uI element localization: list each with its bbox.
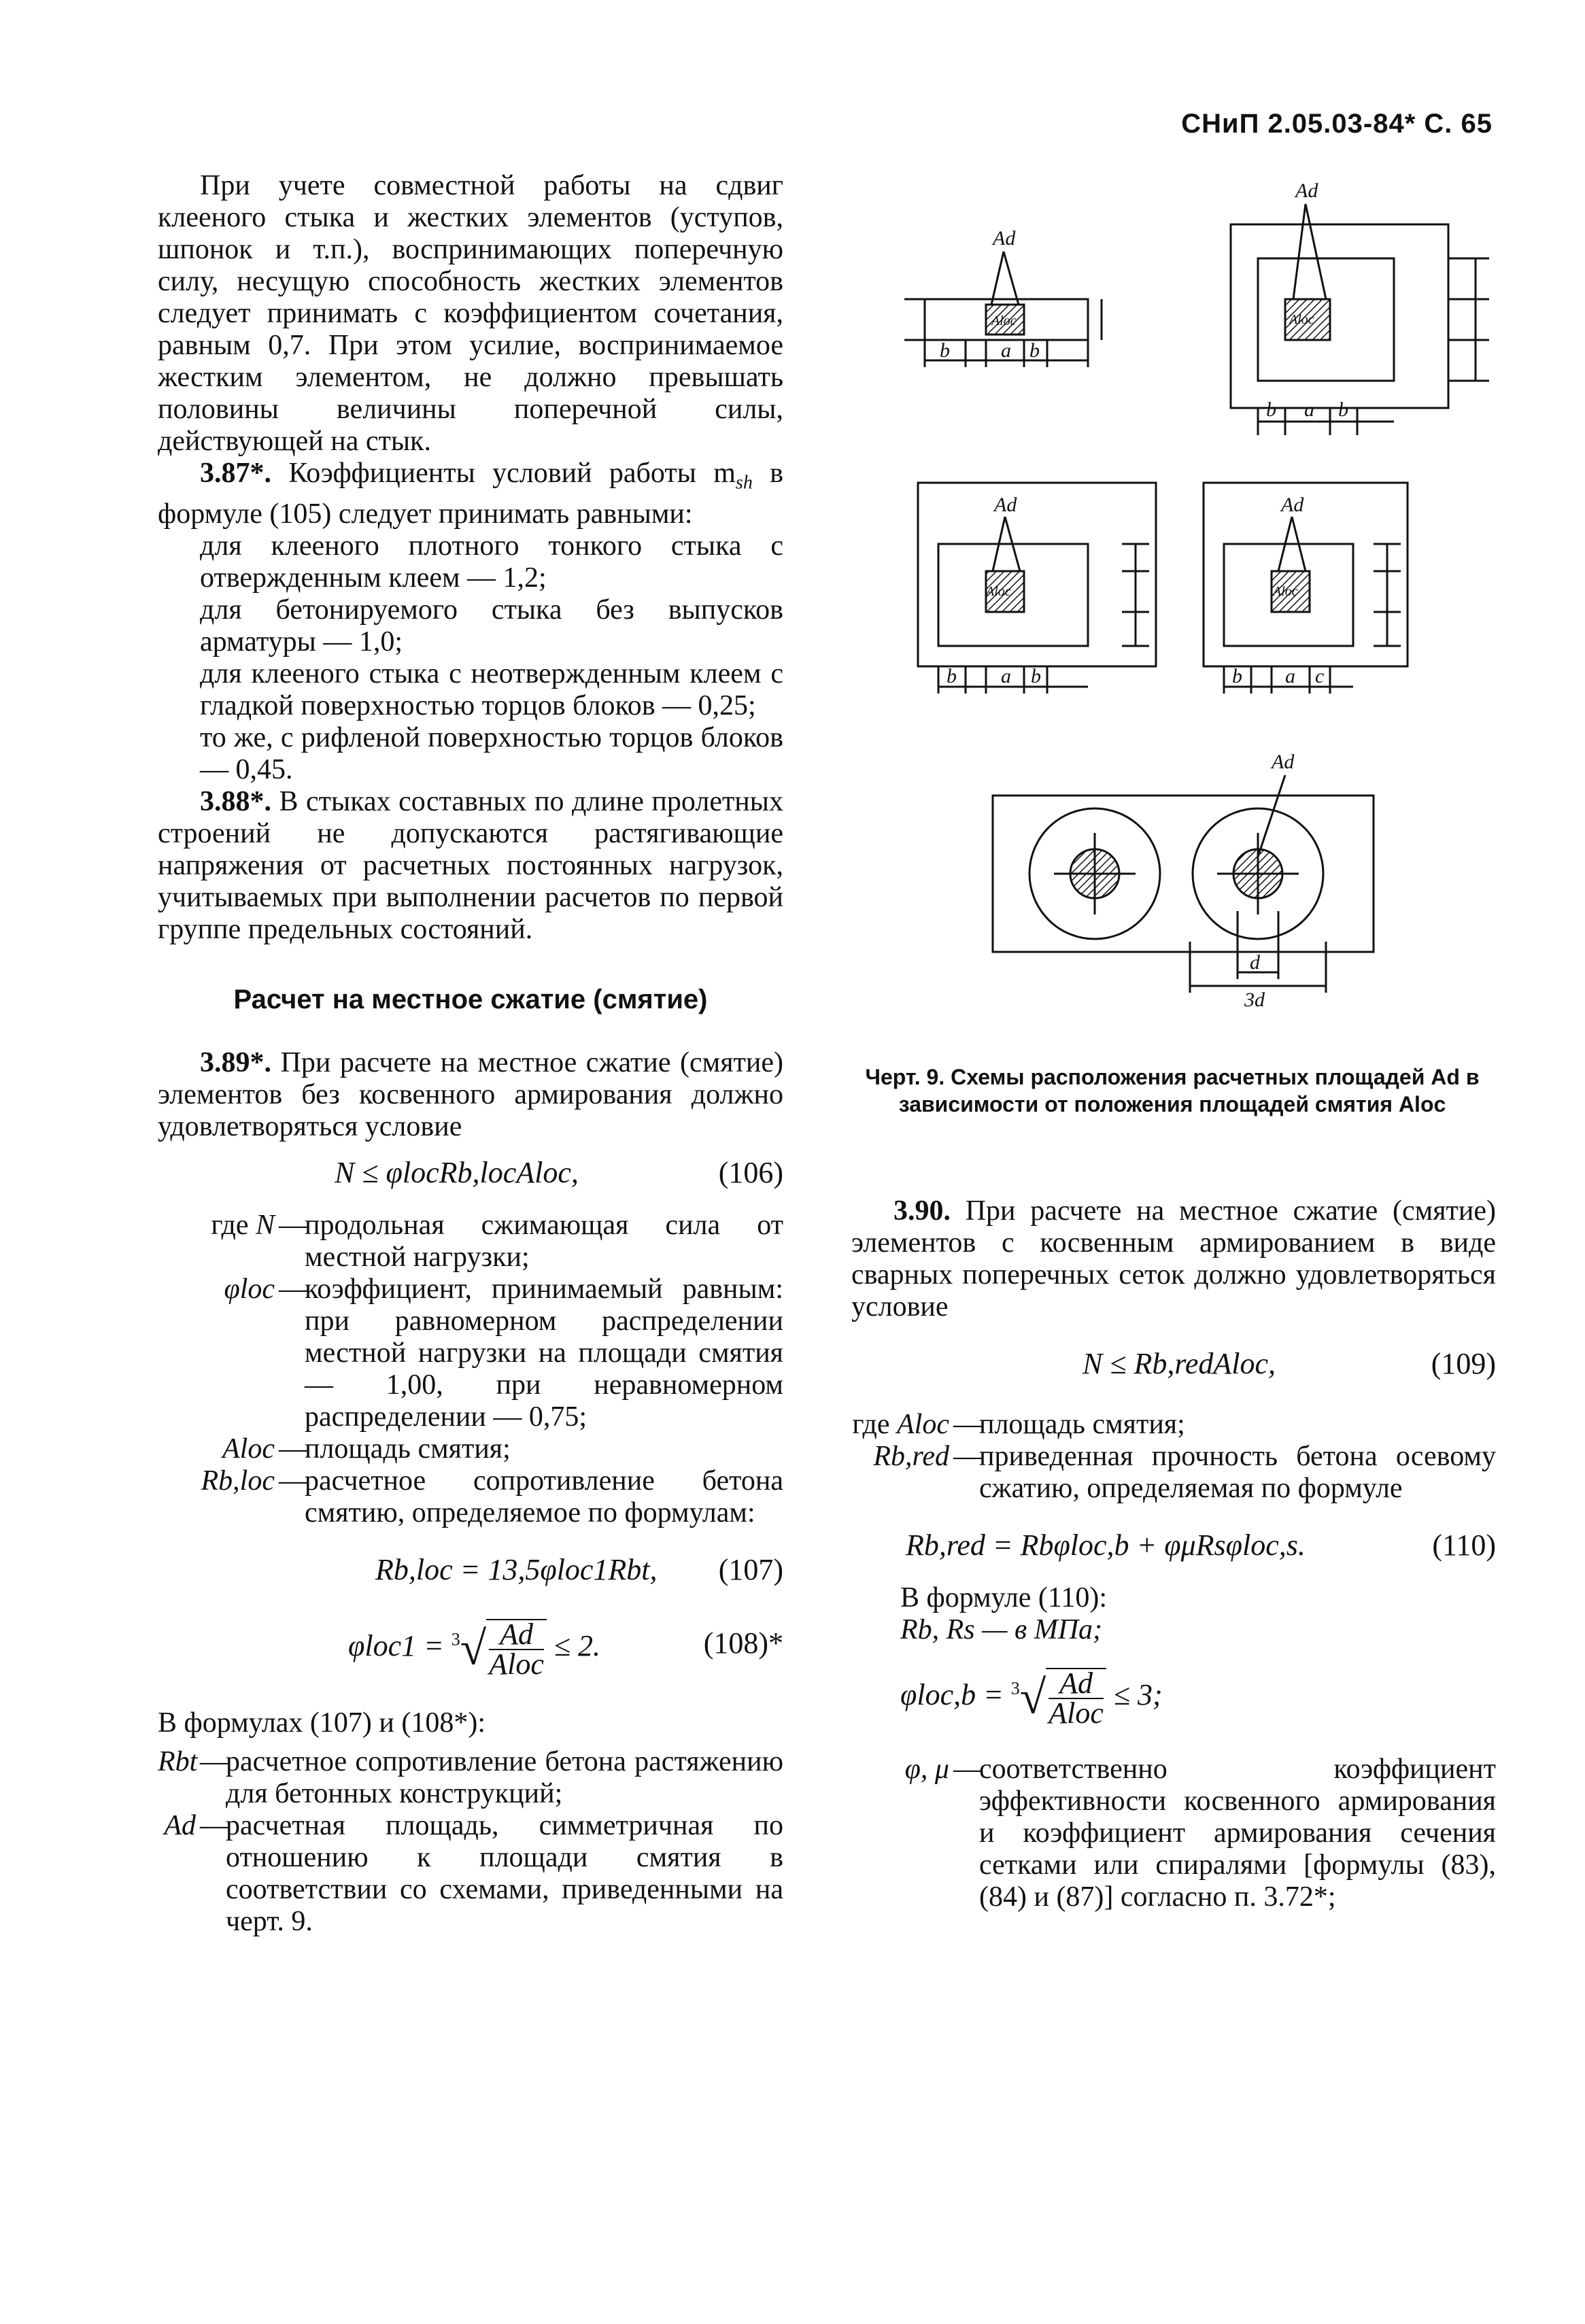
figure-caption bbox=[846, 1063, 1499, 1118]
dash: — bbox=[953, 1441, 982, 1472]
paragraph-in-formulas: В формулах (107) и (108*): bbox=[158, 1707, 486, 1739]
definition-text: расчетное сопротивление бетона растяжению для бетонных конструкций; bbox=[226, 1746, 783, 1810]
label-a: a bbox=[1285, 665, 1295, 687]
dash: — bbox=[279, 1210, 307, 1242]
definition-row bbox=[158, 1746, 783, 1810]
formula-106 bbox=[158, 1152, 783, 1200]
dash: — bbox=[953, 1409, 982, 1440]
root-index: 3 bbox=[1010, 1678, 1020, 1698]
left-column bbox=[158, 170, 783, 1938]
formula-lhs: φloc1 = bbox=[348, 1629, 444, 1663]
definition-symbol bbox=[851, 1409, 953, 1441]
label-b: b bbox=[940, 339, 950, 362]
clause-number: 3.88*. bbox=[200, 786, 271, 818]
fraction bbox=[489, 1620, 544, 1679]
definitions-list bbox=[158, 1746, 783, 1938]
definition-row bbox=[158, 1210, 783, 1274]
formula-number: (108)* bbox=[703, 1626, 783, 1660]
formula-expression: Rb,loc = 13,5φloc1Rbt, bbox=[375, 1553, 658, 1587]
definition-text: соответственно коэффициент эффективности косвенного армирования и коэффициент армирования сечения сетками или спиралями [формулы (83), (84) и (87)] согласно п. 3.72*; bbox=[979, 1754, 1496, 1913]
clause-text-cont: в формуле (105) следует принимать равными: bbox=[158, 458, 783, 530]
dash: — bbox=[279, 1274, 307, 1305]
formula-109 bbox=[851, 1344, 1496, 1391]
definition-symbol: Rb,loc bbox=[201, 1465, 275, 1497]
definition-text: продольная сжимающая сила от местной нагрузки; bbox=[305, 1210, 783, 1274]
formula-expression bbox=[348, 1619, 600, 1679]
paragraph-in-formula: В формуле (110): bbox=[900, 1582, 1108, 1613]
label-aloc: Aloc bbox=[1273, 584, 1298, 599]
numerator: Ad bbox=[489, 1620, 544, 1650]
dash: — bbox=[279, 1465, 307, 1497]
definition-text: площадь смятия; bbox=[979, 1409, 1185, 1440]
formula-expression: N ≤ φlocRb,locAloc, bbox=[335, 1156, 579, 1190]
section-title: Расчет на местное сжатие (смятие) bbox=[233, 985, 708, 1015]
definition-row bbox=[158, 1433, 783, 1465]
formula-phi-loc-b bbox=[851, 1656, 1496, 1737]
clause-text: При расчете на местное сжатие (смятие) элементов с косвенным армированием в виде сварных поперечных сеток должно удовлетворяться условие bbox=[851, 1195, 1496, 1322]
caption-line-2: зависимости от положения площадей смятия Aloc bbox=[898, 1092, 1446, 1116]
clause-text: Коэффициенты условий работы m bbox=[288, 458, 736, 489]
formula-rhs: ≤ 3; bbox=[1113, 1678, 1163, 1712]
clause-number: 3.89*. bbox=[200, 1047, 271, 1079]
figure-9-schemes bbox=[850, 163, 1523, 1115]
label-ad: Ad bbox=[1272, 751, 1295, 773]
radical-sign: √ bbox=[460, 1622, 487, 1675]
list-item: то же, с рифленой поверхностью торцов блоков — 0,45. bbox=[200, 722, 783, 786]
formula-expression bbox=[900, 1668, 1163, 1728]
scheme-edge-left bbox=[918, 483, 1156, 694]
denominator: Aloc bbox=[489, 1647, 544, 1681]
radicand bbox=[1046, 1668, 1106, 1728]
label-ad: Ad bbox=[1281, 494, 1304, 516]
formula-expression: Rb,red = Rbφloc,b + φμRsφloc,s. bbox=[906, 1528, 1306, 1562]
label-d: d bbox=[1250, 951, 1260, 974]
definitions-list bbox=[851, 1409, 1496, 1505]
label-b: b bbox=[1029, 339, 1040, 362]
page-header: СНиП 2.05.03-84* С. 65 bbox=[1181, 109, 1493, 139]
label-b: b bbox=[947, 665, 957, 687]
paragraph-3-89 bbox=[158, 1047, 783, 1143]
dash: — bbox=[200, 1810, 228, 1842]
definition-text: площадь смятия; bbox=[305, 1433, 511, 1465]
formula-expression: N ≤ Rb,redAloc, bbox=[1083, 1347, 1276, 1380]
formula-number: (110) bbox=[1432, 1528, 1496, 1562]
formula-number: (107) bbox=[718, 1553, 783, 1587]
radical-sign: √ bbox=[1019, 1671, 1046, 1724]
definition-text: расчетное сопротивление бетона смятию, определяемое по формулам: bbox=[305, 1465, 783, 1529]
label-a: a bbox=[1001, 665, 1011, 687]
right-column bbox=[851, 1195, 1496, 1913]
list-item: для бетонируемого стыка без выпусков арматуры — 1,0; bbox=[200, 594, 783, 658]
dash: — bbox=[200, 1746, 228, 1778]
formula-lhs: φloc,b = bbox=[900, 1678, 1004, 1712]
label-ad: Ad bbox=[994, 494, 1017, 516]
label-aloc: Aloc bbox=[1289, 312, 1314, 327]
where-word: где bbox=[211, 1210, 249, 1242]
definition-text: приведенная прочность бетона осевому сжатию, определяемая по формуле bbox=[979, 1441, 1496, 1504]
paragraph-3-90 bbox=[851, 1195, 1496, 1323]
definition-row bbox=[851, 1754, 1496, 1913]
list-item: для клееного стыка с неотвержденным клеем с гладкой поверхностью торцов блоков — 0,25; bbox=[200, 658, 783, 722]
clause-number: 3.90. bbox=[893, 1195, 951, 1227]
dash: — bbox=[279, 1433, 307, 1465]
label-b: b bbox=[1266, 398, 1276, 421]
label-a: a bbox=[1001, 339, 1011, 362]
symbol-aloc: Aloc bbox=[897, 1409, 949, 1440]
units-line: Rb, Rs — в МПа; bbox=[900, 1614, 1103, 1645]
dash: — bbox=[953, 1754, 982, 1785]
definition-symbol: Rbt bbox=[158, 1746, 198, 1778]
definition-row bbox=[158, 1274, 783, 1433]
label-a: a bbox=[1304, 398, 1314, 421]
root-index: 3 bbox=[451, 1629, 460, 1650]
clause-text: В стыках составных по длине пролетных строений не допускаются растягивающие напряжения от расчетных постоянных нагрузок, учитываемых при выполнении расчетов по первой группе предельных состояний. bbox=[158, 786, 784, 946]
caption-line-1: Черт. 9. Схемы расположения расчетных площадей Ad в bbox=[865, 1065, 1480, 1089]
clause-number: 3.87*. bbox=[200, 458, 271, 489]
denominator: Aloc bbox=[1049, 1696, 1104, 1730]
definition-symbol bbox=[158, 1210, 279, 1274]
definitions-list bbox=[851, 1754, 1496, 1913]
label-aloc: Aloc bbox=[986, 584, 1011, 599]
definition-symbol: Ad bbox=[164, 1810, 196, 1842]
definition-row bbox=[158, 1465, 783, 1529]
definition-row bbox=[851, 1441, 1496, 1505]
symbol-n: N bbox=[255, 1210, 275, 1242]
fraction bbox=[1049, 1669, 1104, 1728]
label-ad: Ad bbox=[1295, 180, 1318, 202]
definition-text: расчетная площадь, симметричная по отношению к площади смятия в соответствии со схемами, приведенными на черт. 9. bbox=[226, 1810, 783, 1938]
scheme-circles bbox=[993, 775, 1374, 993]
definition-symbol: Rb,red bbox=[873, 1441, 949, 1472]
formula-number: (109) bbox=[1431, 1347, 1496, 1380]
definition-row bbox=[851, 1409, 1496, 1441]
paragraph-3-87 bbox=[158, 458, 783, 530]
formula-number: (106) bbox=[718, 1156, 783, 1190]
definitions-list bbox=[158, 1210, 783, 1529]
definition-symbol: Aloc bbox=[222, 1433, 275, 1465]
definition-row bbox=[158, 1810, 783, 1938]
clause-text: При расчете на местное сжатие (смятие) элементов без косвенного армирования должно удовлетворяться условие bbox=[158, 1047, 784, 1143]
where-word: где bbox=[852, 1409, 890, 1440]
label-b: b bbox=[1338, 398, 1348, 421]
definition-symbol: φ, μ bbox=[904, 1754, 949, 1785]
formula-110 bbox=[851, 1525, 1496, 1573]
label-3d: 3d bbox=[1244, 989, 1265, 1011]
subscript: sh bbox=[735, 472, 753, 494]
label-b: b bbox=[1232, 665, 1242, 687]
formula-rhs: ≤ 2. bbox=[553, 1629, 601, 1663]
label-aloc: Aloc bbox=[991, 313, 1017, 328]
label-c: c bbox=[1315, 665, 1325, 687]
definition-symbol: φloc bbox=[224, 1274, 275, 1305]
scheme-edge-corner bbox=[1204, 483, 1408, 694]
paragraph-joint-shear: При учете совместной работы на сдвиг клееного стыка и жестких элементов (уступов, шпонок и т.п.), воспринимающих поперечную силу, несущую способность жестких элементов следует принимать с коэффициентом сочетания, равным 0,7. При этом усилие, воспринимаемое жестким элементом, не должно превышать половины величины поперечной силы, действующей на стык. bbox=[158, 170, 783, 457]
formula-108 bbox=[158, 1607, 783, 1688]
numerator: Ad bbox=[1049, 1669, 1104, 1699]
radicand bbox=[486, 1619, 547, 1679]
formula-107 bbox=[158, 1550, 783, 1597]
label-b: b bbox=[1031, 665, 1041, 687]
definition-text: коэффициент, принимаемый равным: при равномерном распределении местной нагрузки на площади смятия — 1,00, при неравномерном распределении — 0,75; bbox=[305, 1274, 783, 1433]
paragraph-3-88 bbox=[158, 786, 783, 946]
label-ad: Ad bbox=[993, 227, 1016, 250]
list-item: для клееного плотного тонкого стыка с отвержденным клеем — 1,2; bbox=[200, 530, 783, 594]
